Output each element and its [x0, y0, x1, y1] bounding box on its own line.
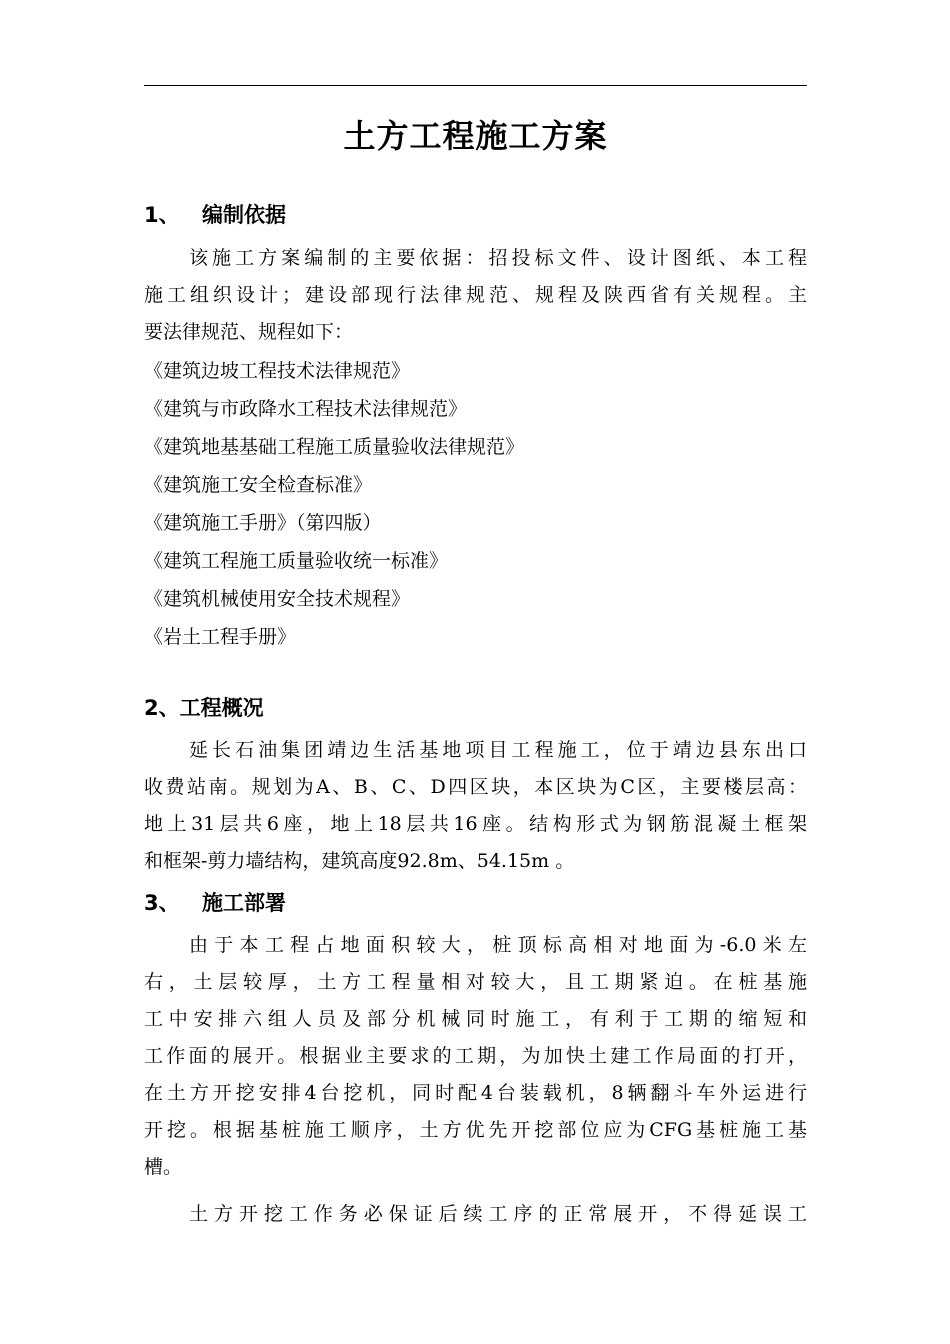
document-title: 土方工程施工方案 [343, 117, 608, 155]
section-3-paragraph-1 [144, 927, 807, 1186]
reference-item: 《建筑与市政降水工程技术法律规范》 [144, 398, 468, 420]
paragraph-line: 右，土层较厚，土方工程量相对较大，且工期紧迫。在桩基施 [144, 971, 807, 993]
paragraph-line: 收费站南。规划为A、B、C、D四区块，本区块为C区，主要楼层高： [144, 776, 807, 798]
paragraph-line: 要法律规范、规程如下： [144, 321, 354, 343]
section-1-paragraph [144, 240, 807, 351]
reference-item: 《建筑施工安全检查标准》 [144, 474, 373, 496]
paragraph-line: 由于本工程占地面积较大，桩顶标高相对地面为-6.0米左 [189, 934, 807, 956]
paragraph-line: 延长石油集团靖边生活基地项目工程施工，位于靖边县东出口 [189, 739, 807, 761]
section-3-heading [144, 888, 286, 918]
paragraph-line: 土方开挖工作务必保证后续工序的正常展开，不得延误工 [189, 1203, 807, 1225]
reference-list [144, 352, 807, 656]
section-1-number: 1、 [144, 203, 180, 227]
section-1-heading [144, 200, 286, 230]
paragraph-line: 地上31层共6座，地上18层共16座。结构形式为钢筋混凝土框架 [144, 813, 807, 835]
paragraph-line: 工中安排六组人员及部分机械同时施工，有利于工期的缩短和 [144, 1008, 807, 1030]
section-2-title: 工程概况 [179, 696, 264, 720]
paragraph-line: 施工组织设计；建设部现行法律规范、规程及陕西省有关规程。主 [144, 284, 807, 306]
reference-item: 《建筑机械使用安全技术规程》 [144, 588, 411, 610]
section-2-number: 2、 [144, 696, 180, 720]
section-1-title: 编制依据 [202, 203, 286, 227]
section-2-heading [144, 693, 264, 723]
reference-item: 《建筑工程施工质量验收统一标准》 [144, 550, 449, 572]
paragraph-line: 和框架-剪力墙结构，建筑高度92.8m、54.15m 。 [144, 850, 575, 872]
reference-item: 《建筑地基基础工程施工质量验收法律规范》 [144, 436, 525, 458]
paragraph-line: 该施工方案编制的主要依据：招投标文件、设计图纸、本工程 [189, 247, 807, 269]
reference-item: 《岩土工程手册》 [144, 626, 297, 648]
section-2-paragraph [144, 732, 807, 880]
section-3-number: 3、 [144, 891, 180, 915]
header-rule [144, 85, 807, 86]
reference-item: 《建筑施工手册》（第四版） [144, 512, 382, 534]
paragraph-line: 槽。 [144, 1156, 183, 1178]
reference-item: 《建筑边坡工程技术法律规范》 [144, 360, 411, 382]
paragraph-line: 工作面的展开。根据业主要求的工期，为加快土建工作局面的打开， [144, 1045, 807, 1067]
paragraph-line: 在土方开挖安排4台挖机，同时配4台装载机，8辆翻斗车外运进行 [144, 1082, 807, 1104]
paragraph-line: 开挖。根据基桩施工顺序，土方优先开挖部位应为CFG基桩施工基 [144, 1119, 807, 1141]
section-3-paragraph-2 [144, 1196, 807, 1233]
section-3-title: 施工部署 [202, 891, 286, 915]
